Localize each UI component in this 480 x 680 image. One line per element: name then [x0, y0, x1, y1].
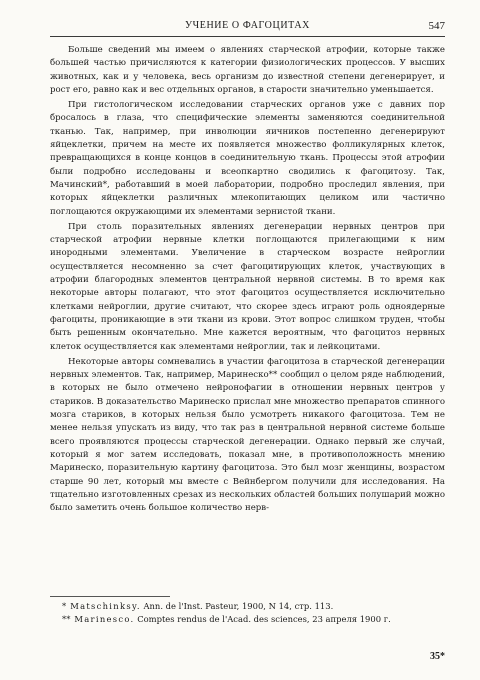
footnote-author: Matschinksy.: [70, 601, 141, 611]
running-title: УЧЕНИЕ О ФАГОЦИТАХ: [184, 20, 310, 31]
printer-signature: 35*: [430, 651, 445, 662]
paragraph-senile-atrophy: Больше сведений мы имеем о явлениях старческой атрофии, которые также большей частью причисляются к категории физиологических процессов. У высших животных, как и у человека, весь организм до известной степени дегенерирует, и рост его, равно как и вес отдельных органов, в старости значительно уменьшается.: [50, 45, 445, 95]
paragraph-histology: При гистологическом исследовании старческих органов уже с давних пор бросалось в глаза, что специфические элементы заменяются соединительной тканью. Так, например, при инволюции яичников постепенно дегенерируют яйцеклетки, причем на месте их появляется множество фолликулярных клеток, превращающихся в конце концов в соединительную ткань. Процессы этой атрофии были подробно исследованы и всеопкартно сводились к фагоцитозу. Так, Мачинский*, работавший в моей лаборатории, подробно проследил явления, при которых яйцеклетки различных млекопитающих целиком или частично поглощаются окружающими их элементами зернистой ткани.: [50, 100, 445, 217]
footnote-mark: *: [62, 601, 67, 611]
paragraph-marinesco: Некоторые авторы сомневались в участии фагоцитоза в старческой дегенерации нервных элементов. Так, например, Маринеско** сообщил о целом ряде наблюдений, в которых не было отмечено нейронофагии в отношении нервных центров у стариков. В доказательство Маринеско прислал мне множество препаратов спинного мозга стариков, в которых нельзя было усмотреть никакого фагоцитоза. Тем не менее нельзя упускать из виду, что так раз в центральной нервной системе больше всего проявляются процессы старческой дегенерации. Однако первый же случай, который я мог затем исследовать, показал мне, в противоположность мнению Маринеско, поразительную картину фагоцитоза. Это был мозг женщины, возрастом старше 90 лет, который мы вместе с Вейнбергом получили для исследования. На тщательно изготовленных срезах из нескольких областей больших полушарий можно было заметить очень большое количество нерв-: [50, 356, 445, 514]
footnotes: [50, 600, 445, 625]
page-number: 547: [428, 20, 445, 32]
footnote-author: Marinesco.: [74, 613, 135, 624]
footnote-text: Comptes rendus de l'Acad. des sciences, 23 апреля 1900 г.: [134, 613, 391, 624]
header-rule: [50, 36, 445, 37]
body-text: [50, 44, 445, 517]
footnote-rule: [50, 596, 170, 597]
footnote: [50, 600, 445, 613]
footnote-mark: **: [62, 613, 71, 624]
footnote-text: Ann. de l'Inst. Pasteur, 1900, N 14, стр. 113.: [140, 601, 334, 611]
footnote: [50, 613, 445, 626]
paragraph-nerve-centers: При столь поразительных явлениях дегенерации нервных центров при старческой атрофии нервные клетки поглощаются прилегающими к ним инородными элементами. Увеличение в старческом возрасте нейроглии осуществляется несомненно за счет фагоцитирующих клеток, участвующих в атрофии благородных элементов центральной нервной системы. В то время как некоторые авторы полагают, что этот фагоцитоз осуществляется исключительно клетками нейроглии, другие считают, что скорее здесь играют роль одноядерные фагоциты, проникающие в эти ткани из крови. Этот вопрос слишком труден, чтобы быть решенным окончательно. Мне кажется вероятным, что фагоцитоз нервных клеток осуществляется как элементами нейроглии, так и лейкоцитами.: [50, 221, 445, 352]
